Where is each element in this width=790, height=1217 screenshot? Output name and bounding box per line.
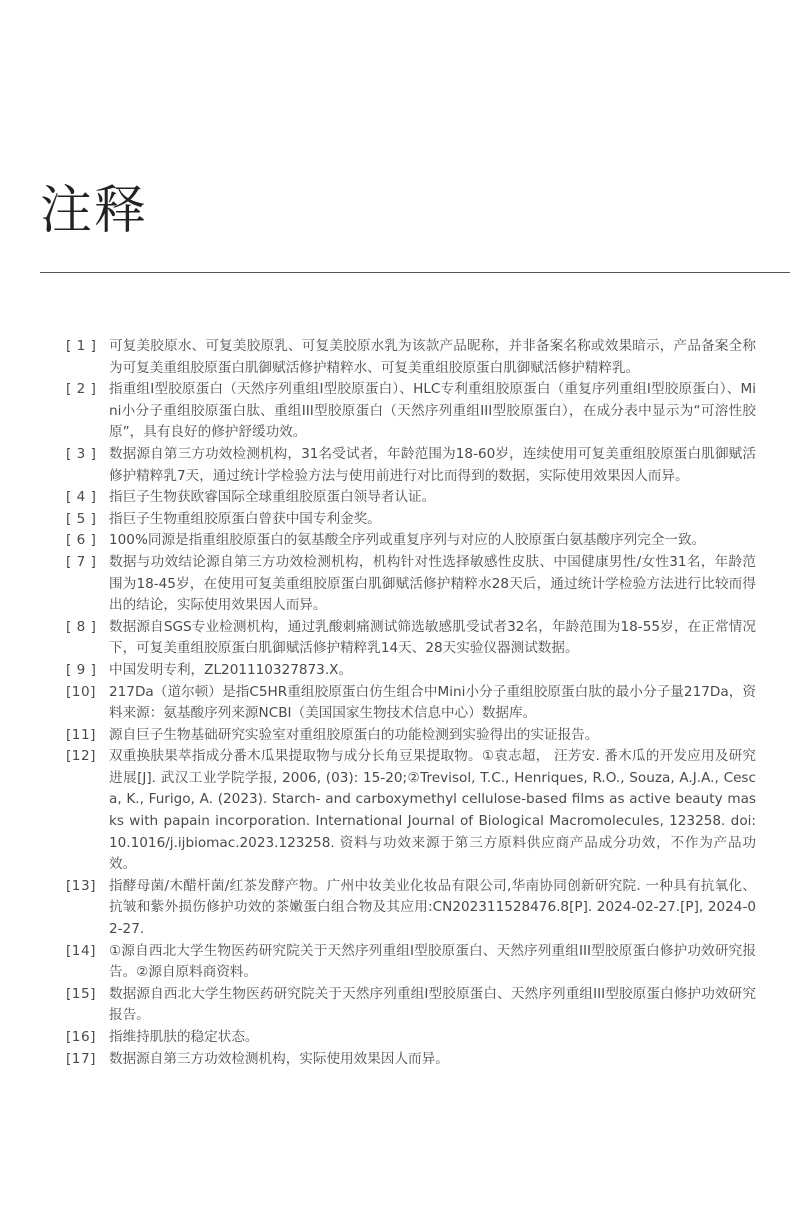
note-number: [17] [66, 1050, 96, 1067]
note-text: 指巨子生物获欧睿国际全球重组胶原蛋白领导者认证。 [109, 489, 436, 506]
note-number: [ 9 ] [66, 661, 97, 678]
note-item-2 [66, 379, 756, 444]
note-item-11 [66, 725, 756, 747]
note-number: [13] [66, 877, 96, 894]
note-text: 数据与功效结论源自第三方功效检测机构，机构针对性选择敏感性皮肤、中国健康男性/女性31名，年龄范围为18-45岁，在使用可复美重组胶原蛋白肌御赋活修护精粹水28天后，通过统计学检验方法进行比较而得出的结论，实际使用效果因人而异。 [109, 553, 756, 614]
note-number: [ 3 ] [66, 445, 97, 462]
note-item-3 [66, 444, 756, 487]
note-number: [ 6 ] [66, 532, 97, 549]
note-text: 数据源自SGS专业检测机构，通过乳酸刺痛测试筛选敏感肌受试者32名，年龄范围为18-55岁，在正常情况下，可复美重组胶原蛋白肌御赋活修护精粹乳14天、28天实验仪器测试数据。 [109, 618, 756, 657]
note-text: 数据源自西北大学生物医药研究院关于天然序列重组I型胶原蛋白、天然序列重组III型胶原蛋白修护功效研究报告。 [109, 985, 756, 1024]
note-item-15 [66, 984, 756, 1027]
note-text: 指巨子生物重组胶原蛋白曾获中国专利金奖。 [109, 510, 381, 527]
note-number: [10] [66, 683, 96, 700]
note-number: [15] [66, 985, 96, 1002]
note-item-17 [66, 1049, 756, 1071]
note-item-1 [66, 336, 756, 379]
note-item-10 [66, 682, 756, 725]
note-item-7 [66, 552, 756, 617]
note-text: 可复美胶原水、可复美胶原乳、可复美胶原水乳为该款产品昵称，并非备案名称或效果暗示，产品备案全称为可复美重组胶原蛋白肌御赋活修护精粹水、可复美重组胶原蛋白肌御赋活修护精粹乳。 [109, 338, 756, 376]
note-text: 指维持肌肤的稳定状态。 [109, 1029, 259, 1045]
note-number: [ 8 ] [66, 618, 97, 635]
note-number: [ 5 ] [66, 510, 97, 527]
note-text: 指重组I型胶原蛋白（天然序列重组I型胶原蛋白）、HLC专利重组胶原蛋白（重复序列重组I型胶原蛋白）、Mini小分子重组胶原蛋白肽、重组III型胶原蛋白（天然序列重组III型胶原蛋白），在成分表中显示为“可溶性胶原”，具有良好的修护舒缓功效。 [109, 381, 756, 441]
note-text: 双重换肤果萃指成分番木瓜果提取物与成分长角豆果提取物。①袁志超， 汪芳安. 番木瓜的开发应用及研究进展[J]. 武汉工业学院学报, 2006, (03): 15-20;②Trevisol, T.C., Henriques, R.O., Souza, A.J.A., Cesca, K., Furigo, A. (2023). Starch- and carboxymethyl cellulose-based films as active beauty masks with papain incorporation. International Journal of Biological Macromolecules, 123258. doi: 10.1016/j.ijbiomac.2023.123258. 资料与功效来源于第三方原料供应商产品成分功效，不作为产品功效。 [109, 748, 756, 873]
note-number: [16] [66, 1029, 96, 1045]
note-number: [12] [66, 748, 96, 765]
note-text: 100%同源是指重组胶原蛋白的氨基酸全序列或重复序列与对应的人胶原蛋白氨基酸序列完全一致。 [109, 532, 706, 549]
note-number: [14] [66, 942, 96, 959]
note-text: 217Da（道尔顿）是指C5HR重组胶原蛋白仿生组合中Mini小分子重组胶原蛋白肽的最小分子量217Da，资料来源：氨基酸序列来源NCBI（美国国家生物技术信息中心）数据库。 [109, 683, 756, 722]
note-item-16 [66, 1027, 756, 1049]
note-item-9 [66, 660, 756, 682]
note-item-5 [66, 509, 756, 531]
note-item-6 [66, 530, 756, 552]
note-item-4 [66, 487, 756, 509]
note-number: [ 2 ] [66, 381, 97, 398]
title-divider [40, 272, 790, 273]
note-text: 指酵母菌/木醋杆菌/红茶发酵产物。广州中妆美业化妆品有限公司,华南协同创新研究院. 一种具有抗氧化、抗皱和紫外损伤修护功效的茶嫩蛋白组合物及其应用:CN202311528476.8[P]. 2024-02-27.[P], 2024-02-27. [109, 877, 756, 938]
note-text: 数据源自第三方功效检测机构，实际使用效果因人而异。 [109, 1050, 449, 1067]
note-text: ①源自西北大学生物医药研究院关于天然序列重组I型胶原蛋白、天然序列重组III型胶原蛋白修护功效研究报告。②源自原料商资料。 [109, 942, 756, 981]
note-text: 数据源自第三方功效检测机构，31名受试者，年龄范围为18-60岁，连续使用可复美重组胶原蛋白肌御赋活修护精粹乳7天，通过统计学检验方法与使用前进行对比而得到的数据，实际使用效果因人而异。 [109, 445, 756, 484]
note-item-14 [66, 941, 756, 984]
note-number: [11] [66, 726, 96, 743]
page-title: 注释 [40, 181, 149, 241]
note-item-13 [66, 876, 756, 941]
notes-list [66, 336, 756, 1070]
note-item-8 [66, 617, 756, 660]
note-text: 中国发明专利，ZL201110327873.X。 [109, 661, 353, 678]
note-number: [ 7 ] [66, 553, 97, 570]
note-number: [ 1 ] [66, 338, 97, 354]
note-number: [ 4 ] [66, 489, 97, 506]
note-text: 源自巨子生物基础研究实验室对重组胶原蛋白的功能检测到实验得出的实证报告。 [109, 726, 599, 743]
note-item-12 [66, 746, 756, 876]
